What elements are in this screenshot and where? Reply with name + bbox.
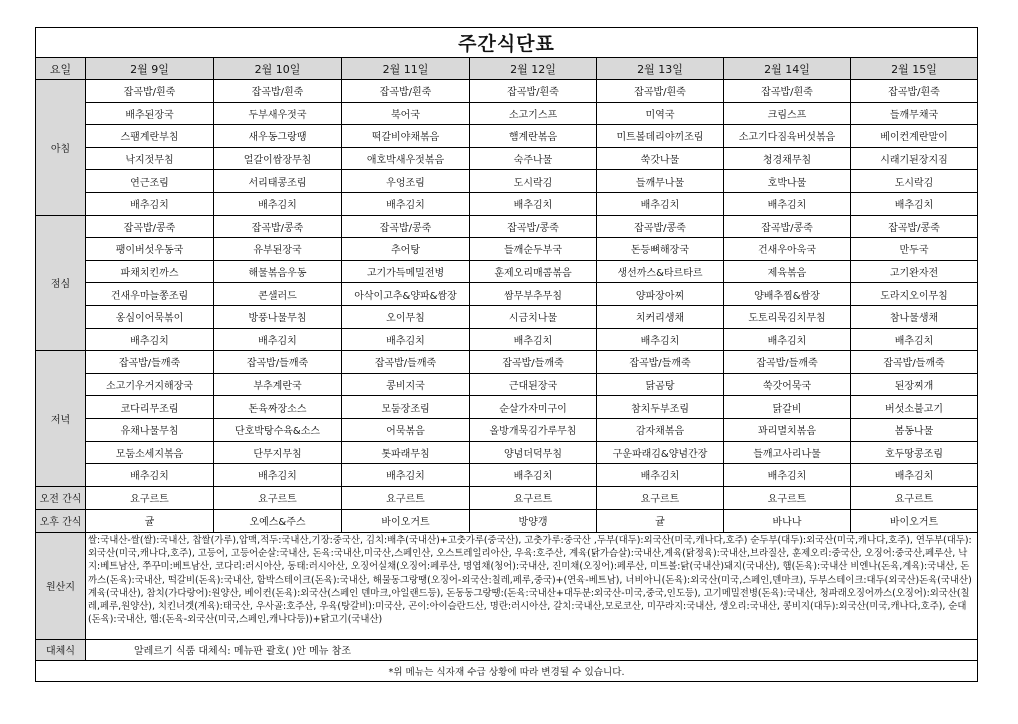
menu-cell: 햄계란볶음 — [470, 125, 597, 148]
menu-cell: 낙지젓무침 — [86, 147, 214, 170]
menu-cell: 배추김치 — [86, 328, 214, 351]
menu-cell: 단호박탕수육&소스 — [214, 418, 342, 441]
menu-row — [36, 102, 978, 125]
menu-cell: 잡곡밥/들깨죽 — [597, 351, 724, 374]
menu-cell: 배추김치 — [214, 192, 342, 215]
menu-cell: 참치두부조림 — [597, 396, 724, 419]
snack-cell: 요구르트 — [342, 486, 470, 509]
menu-row — [36, 464, 978, 487]
snack-cell: 요구르트 — [597, 486, 724, 509]
substitute-text: 알레르기 식품 대체식: 메뉴판 괄호( )안 메뉴 참조 — [86, 639, 978, 660]
menu-cell: 봄동나물 — [851, 418, 978, 441]
snack-cell: 바이오거트 — [342, 509, 470, 532]
menu-cell: 콘샐러드 — [214, 283, 342, 306]
menu-cell: 돈육짜장소스 — [214, 396, 342, 419]
menu-cell: 얼갈이쌈장무침 — [214, 147, 342, 170]
date-header: 2월 10일 — [214, 58, 342, 80]
menu-cell: 잡곡밥/들깨죽 — [86, 351, 214, 374]
snack-row — [36, 486, 978, 509]
menu-cell: 유부된장국 — [214, 238, 342, 261]
menu-cell: 부추계란국 — [214, 373, 342, 396]
snack-label: 오전 간식 — [36, 486, 86, 509]
menu-cell: 잡곡밥/들깨죽 — [470, 351, 597, 374]
menu-cell: 배추김치 — [724, 464, 851, 487]
menu-cell: 우엉조림 — [342, 170, 470, 193]
snack-cell: 바나나 — [724, 509, 851, 532]
menu-cell: 호두땅콩조림 — [851, 441, 978, 464]
menu-cell: 구운파래김&양념간장 — [597, 441, 724, 464]
date-header: 2월 9일 — [86, 58, 214, 80]
menu-cell: 파채치킨까스 — [86, 260, 214, 283]
menu-row — [36, 147, 978, 170]
menu-cell: 해물볶음우동 — [214, 260, 342, 283]
menu-cell: 들깨고사리나물 — [724, 441, 851, 464]
day-header-label: 요일 — [36, 58, 86, 80]
menu-cell: 잡곡밥/흰죽 — [342, 80, 470, 103]
menu-cell: 소고기다짐육버섯볶음 — [724, 125, 851, 148]
menu-cell: 훈제오리매콤볶음 — [470, 260, 597, 283]
substitute-label: 대체식 — [36, 639, 86, 660]
menu-cell: 모둠장조림 — [342, 396, 470, 419]
menu-cell: 잡곡밥/흰죽 — [86, 80, 214, 103]
menu-cell: 청경채무침 — [724, 147, 851, 170]
menu-cell: 닭갈비 — [724, 396, 851, 419]
date-header: 2월 12일 — [470, 58, 597, 80]
menu-cell: 버섯소불고기 — [851, 396, 978, 419]
menu-cell: 배추김치 — [342, 192, 470, 215]
menu-cell: 잡곡밥/들깨죽 — [342, 351, 470, 374]
menu-row — [36, 170, 978, 193]
date-header: 2월 13일 — [597, 58, 724, 80]
menu-cell: 단무지무침 — [214, 441, 342, 464]
menu-row — [36, 351, 978, 374]
menu-cell: 크림스프 — [724, 102, 851, 125]
menu-cell: 양배추찜&쌈장 — [724, 283, 851, 306]
menu-cell: 잡곡밥/흰죽 — [851, 80, 978, 103]
menu-cell: 고기완자전 — [851, 260, 978, 283]
meal-label: 점심 — [36, 215, 86, 351]
menu-cell: 배추김치 — [86, 464, 214, 487]
menu-cell: 잡곡밥/콩죽 — [724, 215, 851, 238]
menu-cell: 베이컨계란말이 — [851, 125, 978, 148]
menu-cell: 톳파래무침 — [342, 441, 470, 464]
menu-sheet — [35, 27, 977, 682]
menu-cell: 어묵볶음 — [342, 418, 470, 441]
menu-cell: 건새우아욱국 — [724, 238, 851, 261]
menu-cell: 소고기스프 — [470, 102, 597, 125]
menu-cell: 쑥갓어묵국 — [724, 373, 851, 396]
snack-cell: 요구르트 — [86, 486, 214, 509]
menu-cell: 배추김치 — [470, 464, 597, 487]
menu-cell: 건새우마늘쫑조림 — [86, 283, 214, 306]
menu-cell: 오이무침 — [342, 305, 470, 328]
menu-cell: 배추김치 — [597, 192, 724, 215]
menu-cell: 잡곡밥/들깨죽 — [851, 351, 978, 374]
menu-cell: 아삭이고추&양파&쌈장 — [342, 283, 470, 306]
menu-cell: 잡곡밥/콩죽 — [86, 215, 214, 238]
snack-cell: 요구르트 — [470, 486, 597, 509]
origin-row — [36, 532, 978, 639]
snack-cell: 바이오거트 — [851, 509, 978, 532]
menu-cell: 감자채볶음 — [597, 418, 724, 441]
menu-row — [36, 215, 978, 238]
menu-cell: 배추김치 — [342, 328, 470, 351]
menu-cell: 배추김치 — [597, 464, 724, 487]
date-header: 2월 14일 — [724, 58, 851, 80]
menu-cell: 배추김치 — [597, 328, 724, 351]
menu-cell: 잡곡밥/콩죽 — [342, 215, 470, 238]
menu-cell: 양파장아찌 — [597, 283, 724, 306]
menu-cell: 양념더덕무침 — [470, 441, 597, 464]
menu-cell: 연근조림 — [86, 170, 214, 193]
menu-cell: 소고기우거지해장국 — [86, 373, 214, 396]
menu-cell: 방풍나물무침 — [214, 305, 342, 328]
footnote: *위 메뉴는 식자재 수급 상황에 따라 변경될 수 있습니다. — [36, 660, 978, 681]
menu-row — [36, 328, 978, 351]
menu-cell: 잡곡밥/들깨죽 — [724, 351, 851, 374]
snack-cell: 방양갱 — [470, 509, 597, 532]
menu-row — [36, 305, 978, 328]
menu-cell: 만두국 — [851, 238, 978, 261]
snack-row — [36, 509, 978, 532]
menu-cell: 꽈리멸치볶음 — [724, 418, 851, 441]
menu-cell: 배추김치 — [214, 464, 342, 487]
menu-cell: 유채나물무침 — [86, 418, 214, 441]
menu-cell: 잡곡밥/콩죽 — [470, 215, 597, 238]
menu-cell: 쌈무부추무침 — [470, 283, 597, 306]
menu-cell: 잡곡밥/흰죽 — [597, 80, 724, 103]
menu-row — [36, 396, 978, 419]
menu-cell: 스팸계란부침 — [86, 125, 214, 148]
menu-row — [36, 260, 978, 283]
snack-cell: 오예스&주스 — [214, 509, 342, 532]
menu-cell: 근대된장국 — [470, 373, 597, 396]
menu-cell: 서리태콩조림 — [214, 170, 342, 193]
menu-cell: 배추된장국 — [86, 102, 214, 125]
menu-cell: 도시락김 — [470, 170, 597, 193]
origin-text: 쌀:국내산-쌀(쌀):국내산, 찹쌀(가루),압맥,적두:국내산,기장:중국산, 김치:배추(국내산)+고춧가루(중국산), 고춧가루:중국산 ,두부(대두):외국산(미국,캐나다,호주) 순두부(대두):외국산(미국,캐나다,호주), 연두부(대두):외국산(미국,캐나다,호주), 고등어, 고등어순살:국내산, 돈육:국내산,미국산,스페인산, 오스트레일리아산, 우육:호주산, 계육(닭가슴살):국내산,계육(닭정육):국내산,브라질산, 훈제오리:중국산, 오징어:중국산,페루산, 낙지:베트남산, 쭈꾸미:베트남산, 코다리:러시아산, 동태:러시아산, 오징어실채(오징어:페루산, 명엽채(청어):국내산, 진미채(오징어):페루산, 미트볼:닭(국내산)돼지(국내산), 햄(돈육):국내산 비엔나(돈육,계육):국내산, 돈까스(돈육):국내산, 떡갈비(돈육):국내산, 함박스테이크(돈육):국내산, 해물동그랑땡(오징어-외국산:칠레,페루,중국)+(연육-베트남), 너비아니(돈육):외국산(미국,스페인,덴마크), 두부스테이크:대두(외국산)돈육(국내산)계육(국내산), 참치(가다랑어):원양산, 베이컨(돈육):외국산(스페인 덴마크,아일랜드등), 돈동동그랑땡:(돈육:국내산+대두분:외국산-미국,중국,인도등), 고기메밀전병(돈육):국내산, 청파래오징어까스(오징어):외국산(칠레,페루,원양산), 치킨너겟(계육):태국산, 우사골:호주산, 우육(탕갈비):미국산, 곤이:아이슬란드산, 명란:러시아산, 갈치:국내산,모로코산, 미꾸라지:국내산, 생오리:국내산, 콩비지(대두):외국산(미국,캐나다,호주), 순대(돈육):국내산, 햄:(돈육-외국산(미국,스페인,캐나다등))+닭고기(국내산) — [86, 532, 978, 639]
menu-cell: 두부새우젓국 — [214, 102, 342, 125]
menu-cell: 옹심이어묵볶이 — [86, 305, 214, 328]
menu-row — [36, 418, 978, 441]
snack-cell: 귤 — [86, 509, 214, 532]
menu-cell: 새우동그랑땡 — [214, 125, 342, 148]
menu-cell: 떡갈비야채볶음 — [342, 125, 470, 148]
menu-cell: 고기가득메밀전병 — [342, 260, 470, 283]
menu-cell: 잡곡밥/흰죽 — [470, 80, 597, 103]
menu-cell: 된장찌개 — [851, 373, 978, 396]
menu-cell: 들깨무채국 — [851, 102, 978, 125]
date-header: 2월 11일 — [342, 58, 470, 80]
menu-cell: 잡곡밥/흰죽 — [214, 80, 342, 103]
menu-cell: 잡곡밥/흰죽 — [724, 80, 851, 103]
menu-cell: 잡곡밥/들깨죽 — [214, 351, 342, 374]
menu-cell: 배추김치 — [724, 328, 851, 351]
menu-row — [36, 283, 978, 306]
menu-cell: 올방개묵김가루무침 — [470, 418, 597, 441]
menu-cell: 배추김치 — [86, 192, 214, 215]
page-title: 주간식단표 — [36, 28, 978, 58]
note-row — [36, 660, 978, 681]
menu-cell: 추어탕 — [342, 238, 470, 261]
menu-cell: 미역국 — [597, 102, 724, 125]
menu-cell: 애호박새우젓볶음 — [342, 147, 470, 170]
menu-cell: 순살가자미구이 — [470, 396, 597, 419]
menu-cell: 참나물생채 — [851, 305, 978, 328]
menu-cell: 배추김치 — [342, 464, 470, 487]
menu-row — [36, 125, 978, 148]
weekly-menu-table — [35, 27, 978, 682]
menu-cell: 모둠소세지볶음 — [86, 441, 214, 464]
menu-row — [36, 373, 978, 396]
menu-cell: 잡곡밥/콩죽 — [851, 215, 978, 238]
menu-cell: 생선까스&타르타르 — [597, 260, 724, 283]
menu-cell: 들깨순두부국 — [470, 238, 597, 261]
meal-label: 저녁 — [36, 351, 86, 487]
menu-row — [36, 192, 978, 215]
date-header: 2월 15일 — [851, 58, 978, 80]
snack-cell: 요구르트 — [214, 486, 342, 509]
menu-cell: 팽이버섯우동국 — [86, 238, 214, 261]
menu-cell: 북어국 — [342, 102, 470, 125]
menu-cell: 호박나물 — [724, 170, 851, 193]
menu-cell: 제육볶음 — [724, 260, 851, 283]
menu-row — [36, 441, 978, 464]
menu-cell: 코다리무조림 — [86, 396, 214, 419]
meal-label: 아침 — [36, 80, 86, 216]
menu-cell: 시래기된장지짐 — [851, 147, 978, 170]
menu-cell: 도라지오이무침 — [851, 283, 978, 306]
menu-cell: 쑥갓나물 — [597, 147, 724, 170]
menu-cell: 미트볼데리야끼조림 — [597, 125, 724, 148]
menu-cell: 도시락김 — [851, 170, 978, 193]
menu-cell: 숙주나물 — [470, 147, 597, 170]
menu-row — [36, 238, 978, 261]
menu-cell: 배추김치 — [470, 328, 597, 351]
menu-cell: 잡곡밥/콩죽 — [214, 215, 342, 238]
menu-cell: 시금치나물 — [470, 305, 597, 328]
snack-cell: 요구르트 — [851, 486, 978, 509]
menu-cell: 배추김치 — [851, 328, 978, 351]
menu-cell: 치커리생채 — [597, 305, 724, 328]
origin-label: 원산지 — [36, 532, 86, 639]
menu-cell: 배추김치 — [851, 464, 978, 487]
snack-cell: 요구르트 — [724, 486, 851, 509]
menu-cell: 배추김치 — [214, 328, 342, 351]
substitute-row — [36, 639, 978, 660]
menu-cell: 잡곡밥/콩죽 — [597, 215, 724, 238]
snack-cell: 귤 — [597, 509, 724, 532]
menu-cell: 배추김치 — [470, 192, 597, 215]
menu-cell: 콩비지국 — [342, 373, 470, 396]
menu-cell: 배추김치 — [851, 192, 978, 215]
menu-cell: 돈등뼈해장국 — [597, 238, 724, 261]
menu-cell: 들깨무나물 — [597, 170, 724, 193]
menu-cell: 배추김치 — [724, 192, 851, 215]
menu-row — [36, 80, 978, 103]
snack-label: 오후 간식 — [36, 509, 86, 532]
menu-cell: 도토리묵김치무침 — [724, 305, 851, 328]
menu-cell: 닭곰탕 — [597, 373, 724, 396]
